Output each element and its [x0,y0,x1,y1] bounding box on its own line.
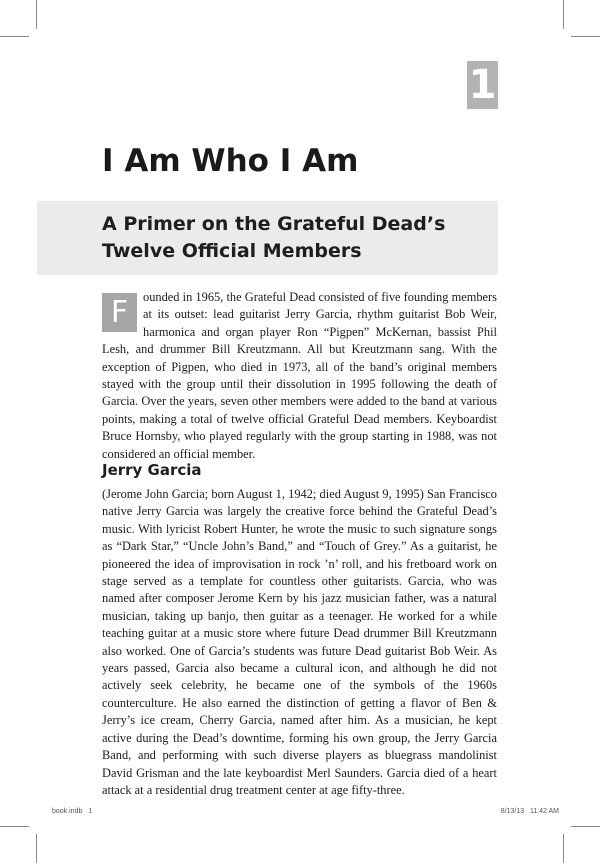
section-paragraph: (Jerome John Garcia; born August 1, 1942; died August 9, 1995) San Francisco native Jerry Garcia was largely the creative force behind the Grateful Dead’s music. With lyricist Robert Hunter, he wrote the music to such signature songs as “Dark Star,” “Uncle John’s Band,” and “Touch of Grey.” As a guitarist, he pioneered the idea of improvisation in rock ’n’ roll, and his fretboard work on stage served as a template for countless other guitarists. Garcia, who was named after composer Jerome Kern by his jazz musician father, was a natural musician, taking up banjo, then guitar as a teenager. He worked for a while teaching guitar at a music store where future Dead drummer Bill Kreutzmann also worked. One of Garcia’s students was future Dead guitarist Bob Weir. As years passed, Garcia also became a cultural icon, and although he did not actively seek celebrity, he became one of the symbols of the 1960s counterculture. He also earned the distinction of getting a flavor of Ben & Jerry’s ice cream, Cherry Garcia, named after him. As a musician, he kept active during the Dead’s downtime, forming his own group, the Jerry Garcia Band, and performing with such diverse players as bluegrass mandolinist David Grisman and the late keyboardist Merl Saunders. Garcia died of a heart attack at a residential drug treatment center at age fifty-three. [102,487,497,797]
crop-mark [571,36,600,37]
intro-paragraph: ounded in 1965, the Grateful Dead consisted of five founding members at its outset: lead guitarist Jerry Garcia, rhythm guitarist Bob Weir, harmonica and organ player Ron “Pigpen” McKernan, bassist Phil Lesh, and drummer Bill Kreutzmann. All but Kreutzmann sang. With the exception of Pigpen, who died in 1973, all of the band’s original members stayed with the group until their dissolution in 1995 following the death of Garcia. Over the years, seven other members were added to the band at various points, making a total of twelve official Grateful Dead members. Keyboardist Bruce Hornsby, who played regularly with the group starting in 1988, was not considered an official member. [102,290,497,461]
drop-cap: F [102,293,137,332]
section-body [102,486,497,799]
section-heading: Jerry Garcia [102,461,202,479]
crop-mark [0,36,29,37]
crop-mark [0,826,29,827]
crop-mark [571,826,600,827]
crop-mark [36,834,37,863]
footer-timestamp: 8/13/13 11:42 AM [500,808,559,815]
crop-mark [563,834,564,863]
chapter-subtitle: A Primer on the Grateful Dead’s Twelve Official Members [102,213,446,262]
chapter-title: I Am Who I Am [102,143,359,179]
footer-file-name: book.indb 1 [52,808,93,815]
chapter-number: 1 [468,62,497,108]
crop-mark [563,0,564,29]
crop-mark [36,0,37,29]
intro-paragraph-block [102,289,497,463]
